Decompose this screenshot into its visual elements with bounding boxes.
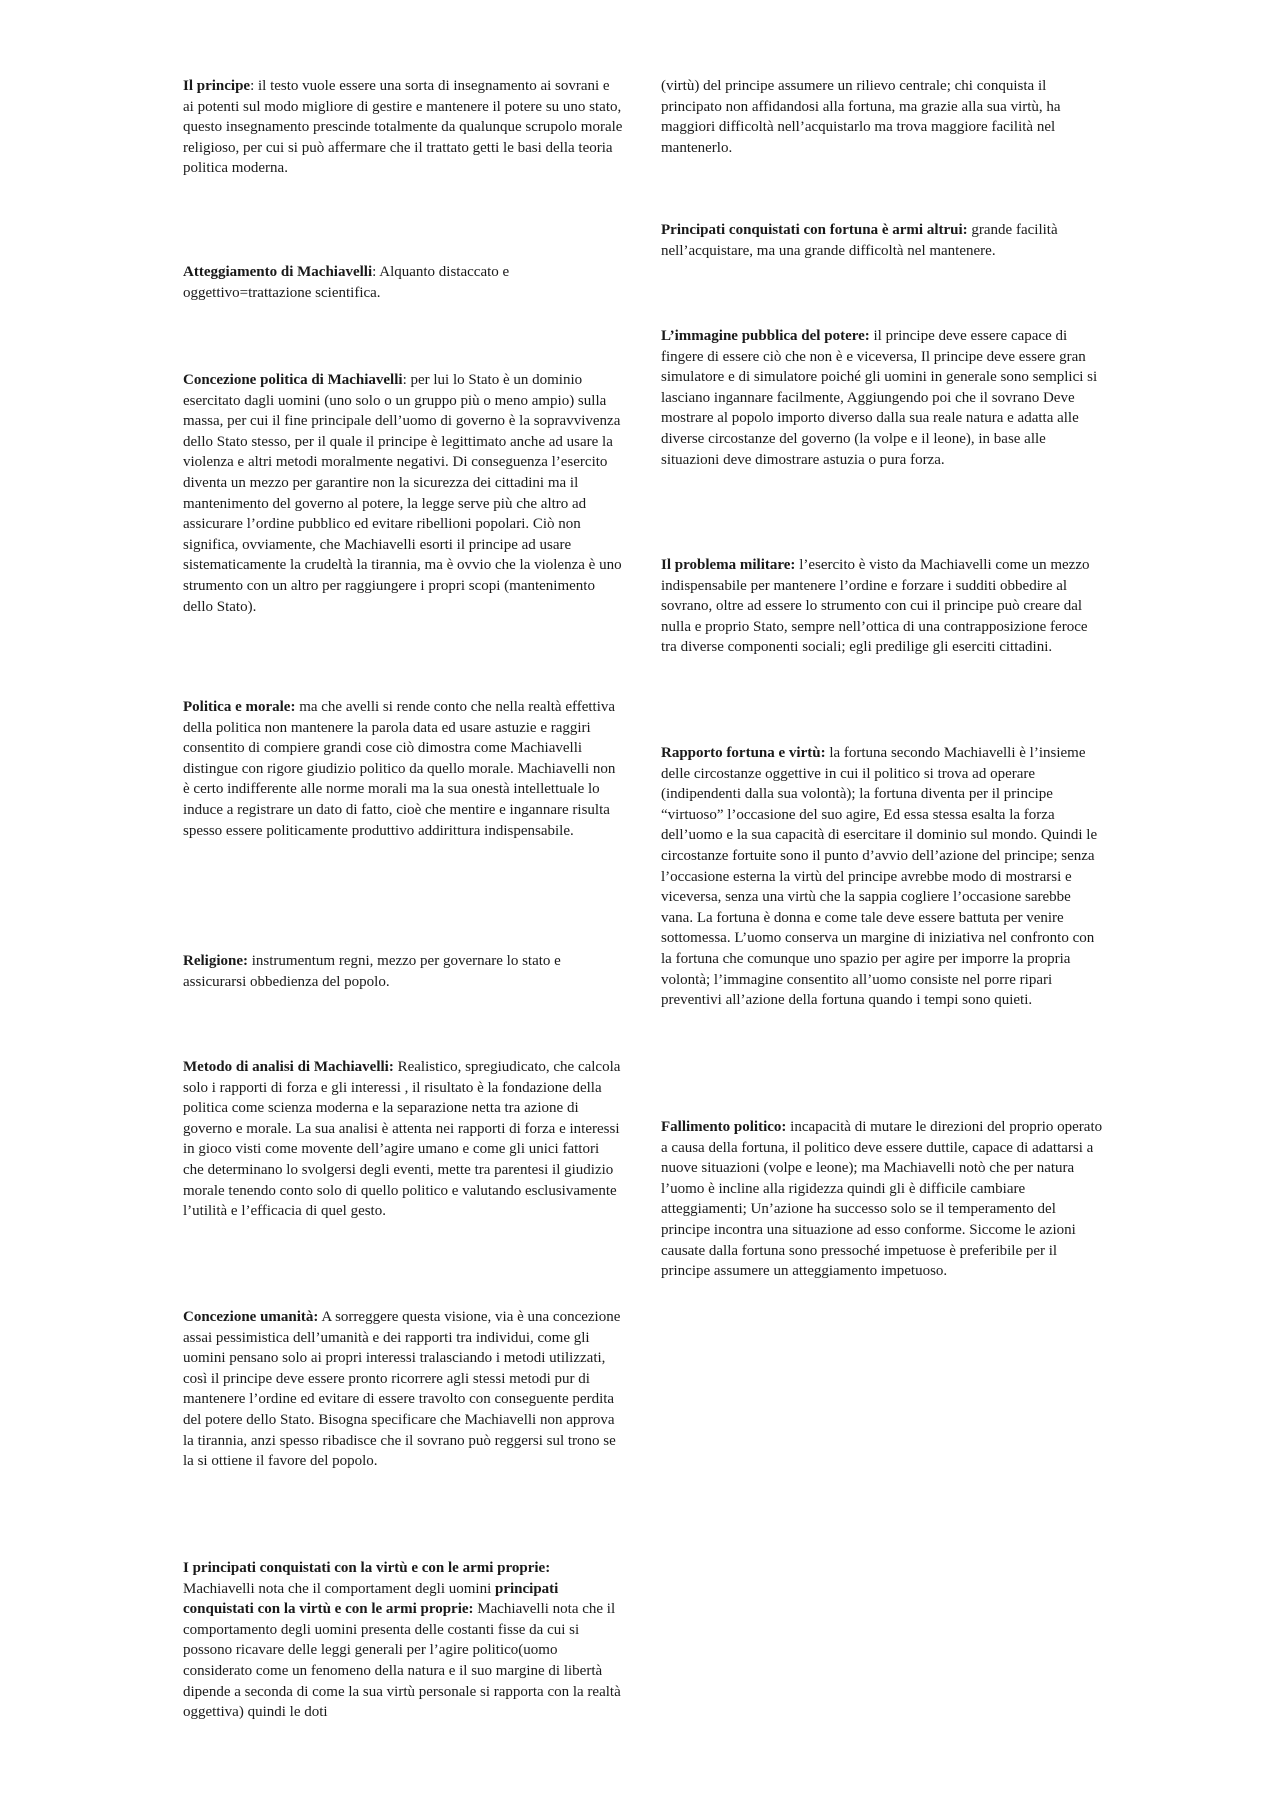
- paragraph-text: grande facilità nell’acquistare, ma una grande difficoltà nel mantenere.: [661, 222, 1058, 259]
- paragraph-text: instrumentum regni, mezzo per governare lo stato e assicurarsi obbedienza del popolo.: [183, 953, 561, 990]
- paragraph-heading: Rapporto fortuna e virtù:: [661, 745, 826, 761]
- paragraph-virtu-continued: [661, 76, 1105, 158]
- paragraph-heading: Concezione politica di Machiavelli: [183, 372, 403, 388]
- paragraph-immagine-pubblica: [661, 326, 1105, 470]
- paragraph-fallimento-politico: [661, 1117, 1105, 1282]
- paragraph-heading: Il principe: [183, 78, 251, 94]
- paragraph-heading: Il problema militare:: [661, 557, 796, 573]
- paragraph-text: Machiavelli nota che il comportamento degli uomini presenta delle costanti fisse da cui si possono ricavare delle leggi generali per l’agire politico(uomo considerato come un fenomeno della natura e il suo margine di libertà dipende a seconda di come la sua virtù personale si rapporta con la realtà oggettiva) quindi le doti: [183, 1601, 621, 1721]
- paragraph-text: Machiavelli nota che il comportament degli uomini: [183, 1580, 495, 1597]
- paragraph-heading: principati conquistati con la virtù e con le armi proprie:: [183, 1580, 559, 1618]
- paragraph-metodo-analisi: [183, 1057, 623, 1222]
- paragraph-text: Realistico, spregiudicato, che calcola solo i rapporti di forza e gli interessi , il risultato è la fondazione della politica come scienza moderna e la separazione netta tra azione di governo e morale. La sua analisi è attenta nei rapporti di forza e interessi in gioco visti come movente dell’agire umano e come gli unici fattori che determinano lo svolgersi degli eventi, mette tra parentesi il giudizio morale tenendo conto solo di quello politico e valutando esclusivamente l’utilità e l’efficacia di quel gesto.: [183, 1059, 621, 1220]
- paragraph-text: l’esercito è visto da Machiavelli come un mezzo indispensabile per mantenere l’ordine e forzare i sudditi obbedire al sovrano, oltre ad essere lo strumento con cui il principe può creare dal nulla e proprio Stato, sempre nell’ottica di una contrapposizione feroce tra diverse componenti sociali; egli predilige gli eserciti cittadini.: [661, 557, 1090, 656]
- paragraph-il-principe: [183, 76, 623, 179]
- paragraph-principati-fortuna: [661, 220, 1105, 261]
- paragraph-heading: Concezione umanità:: [183, 1309, 319, 1325]
- paragraph-text: : per lui lo Stato è un dominio esercitato dagli uomini (uno solo o un gruppo più o meno ampio) sulla massa, per cui il fine principale dell’uomo di governo è la sopravvivenza dello Stato stesso, per il quale il principe è legittimato anche ad usare la violenza e altri metodi moralmente negativi. Di conseguenza l’esercito diventa un mezzo per garantire non la sicurezza dei cittadini ma il mantenimento del governo al potere, la legge serve più che altro ad assicurare l’ordine pubblico ed evitare ribellioni popolari. Ciò non significa, ovviamente, che Machiavelli esorti il principe ad usare sistematicamente la crudeltà la tirannia, ma è ovvio che la violenza è uno strumento con un altro per raggiungere i propri scopi (mantenimento dello Stato).: [183, 372, 622, 615]
- paragraph-text: incapacità di mutare le direzioni del proprio operato a causa della fortuna, il politico deve essere duttile, capace di adattarsi a nuove situazioni (volpe e leone); ma Machiavelli notò che per natura l’uomo è incline alla rigidezza quindi gli è difficile cambiare atteggiamenti; Un’azione ha successo solo se il temperamento del principe incontra una situazione ad esso conforme. Siccome le azioni causate dalla fortuna sono pressoché impetuose è preferibile per il principe assumere un atteggiamento impetuoso.: [661, 1119, 1103, 1280]
- paragraph-text: la fortuna secondo Machiavelli è l’insieme delle circostanze oggettive in cui il politico si trova ad operare (indipendenti dalla sua volontà); la fortuna diventa per il principe “virtuoso” l’occasione del suo agire, Ed essa stessa esalta la forza dell’uomo e la sua capacità di esercitare il dominio sul mondo. Quindi le circostanze fortuite sono il punto d’avvio dell’azione del principe; senza l’occasione esterna la virtù del principe avrebbe modo di mostrarsi e viceversa, senza una virtù che la sappia cogliere l’occasione sarebbe vana. La fortuna è donna e come tale deve essere battuta per venire sottomessa. L’uomo conserva un margine di iniziativa nel confronto con la fortuna che comunque uno spazio per agire per imporre la propria volontà; l’immagine consentito all’uomo consiste nel porre ripari preventivi all’azione della fortuna quando i tempi sono quieti.: [661, 745, 1098, 1009]
- paragraph-concezione-politica: [183, 370, 623, 617]
- paragraph-heading: Fallimento politico:: [661, 1119, 787, 1135]
- paragraph-text: il principe deve essere capace di fingere di essere ciò che non è e viceversa, Il principe deve essere gran simulatore e di simulatore poiché gli uomini in generale sono semplici si lasciano ingannare facilmente, Aggiungendo poi che il sovrano Deve mostrare al popolo importo diverso dalla sua reale natura e adatta alle diverse circostanze del governo (la volpe e il leone), in base alle situazioni deve dimostrare astuzia o pura forza.: [661, 328, 1098, 468]
- paragraph-heading: Politica e morale:: [183, 699, 296, 715]
- paragraph-text: : il testo vuole essere una sorta di insegnamento ai sovrani e ai potenti sul modo migliore di gestire e mantenere il potere su uno stato, questo insegnamento prescinde totalmente da qualunque scrupolo morale religioso, per cui si può affermare che il trattato getti le basi della teoria politica moderna.: [183, 78, 623, 177]
- paragraph-fortuna-virtu: [661, 743, 1105, 1011]
- paragraph-heading: Atteggiamento di Machiavelli: [183, 264, 373, 280]
- paragraph-atteggiamento: [183, 262, 623, 303]
- paragraph-politica-morale: [183, 697, 623, 841]
- paragraph-text: (virtù) del principe assumere un rilievo centrale; chi conquista il principato non affidandosi alla fortuna, ma grazie alla sua virtù, ha maggiori difficoltà nell’acquistarlo ma trova maggiore facilità nel mantenerlo.: [661, 78, 1061, 156]
- paragraph-heading: I principati conquistati con la virtù e con le armi proprie:: [183, 1560, 551, 1576]
- paragraph-heading: Religione:: [183, 953, 248, 969]
- paragraph-concezione-umanita: [183, 1307, 623, 1472]
- paragraph-heading: Metodo di analisi di Machiavelli:: [183, 1059, 394, 1075]
- paragraph-text: ma che avelli si rende conto che nella realtà effettiva della politica non mantenere la parola data ed usare astuzie e raggiri consentito di compiere grandi cose ciò dimostra come Machiavelli distingue con rigore giudizio politico da quello morale. Machiavelli non è certo indifferente alle norme morali ma la sua onestà intellettuale lo induce a registrare un dato di fatto, cioè che mentire e ingannare risulta spesso essere politicamente produttivo addirittura indispensabile.: [183, 699, 616, 839]
- paragraph-problema-militare: [661, 555, 1105, 658]
- paragraph-heading: Principati conquistati con fortuna è armi altrui:: [661, 222, 968, 238]
- paragraph-principati-virtu: [183, 1558, 623, 1723]
- paragraph-religione: [183, 951, 623, 992]
- paragraph-text: : Alquanto distaccato e oggettivo=trattazione scientifica.: [183, 264, 510, 301]
- paragraph-heading: L’immagine pubblica del potere:: [661, 328, 870, 344]
- paragraph-text: A sorreggere questa visione, via è una concezione assai pessimistica dell’umanità e dei rapporti tra individui, come gli uomini pensano solo ai propri interessi tralasciando i metodi utilizzati, così il principe deve essere pronto ricorrere agli stessi metodi pur di mantenere l’ordine ed evitare di essere travolto con conseguente perdita del potere dello Stato. Bisogna specificare che Machiavelli non approva la tirannia, anzi spesso ribadisce che il sovrano può reggersi sul trono se la si ottiene il favore del popolo.: [183, 1309, 621, 1470]
